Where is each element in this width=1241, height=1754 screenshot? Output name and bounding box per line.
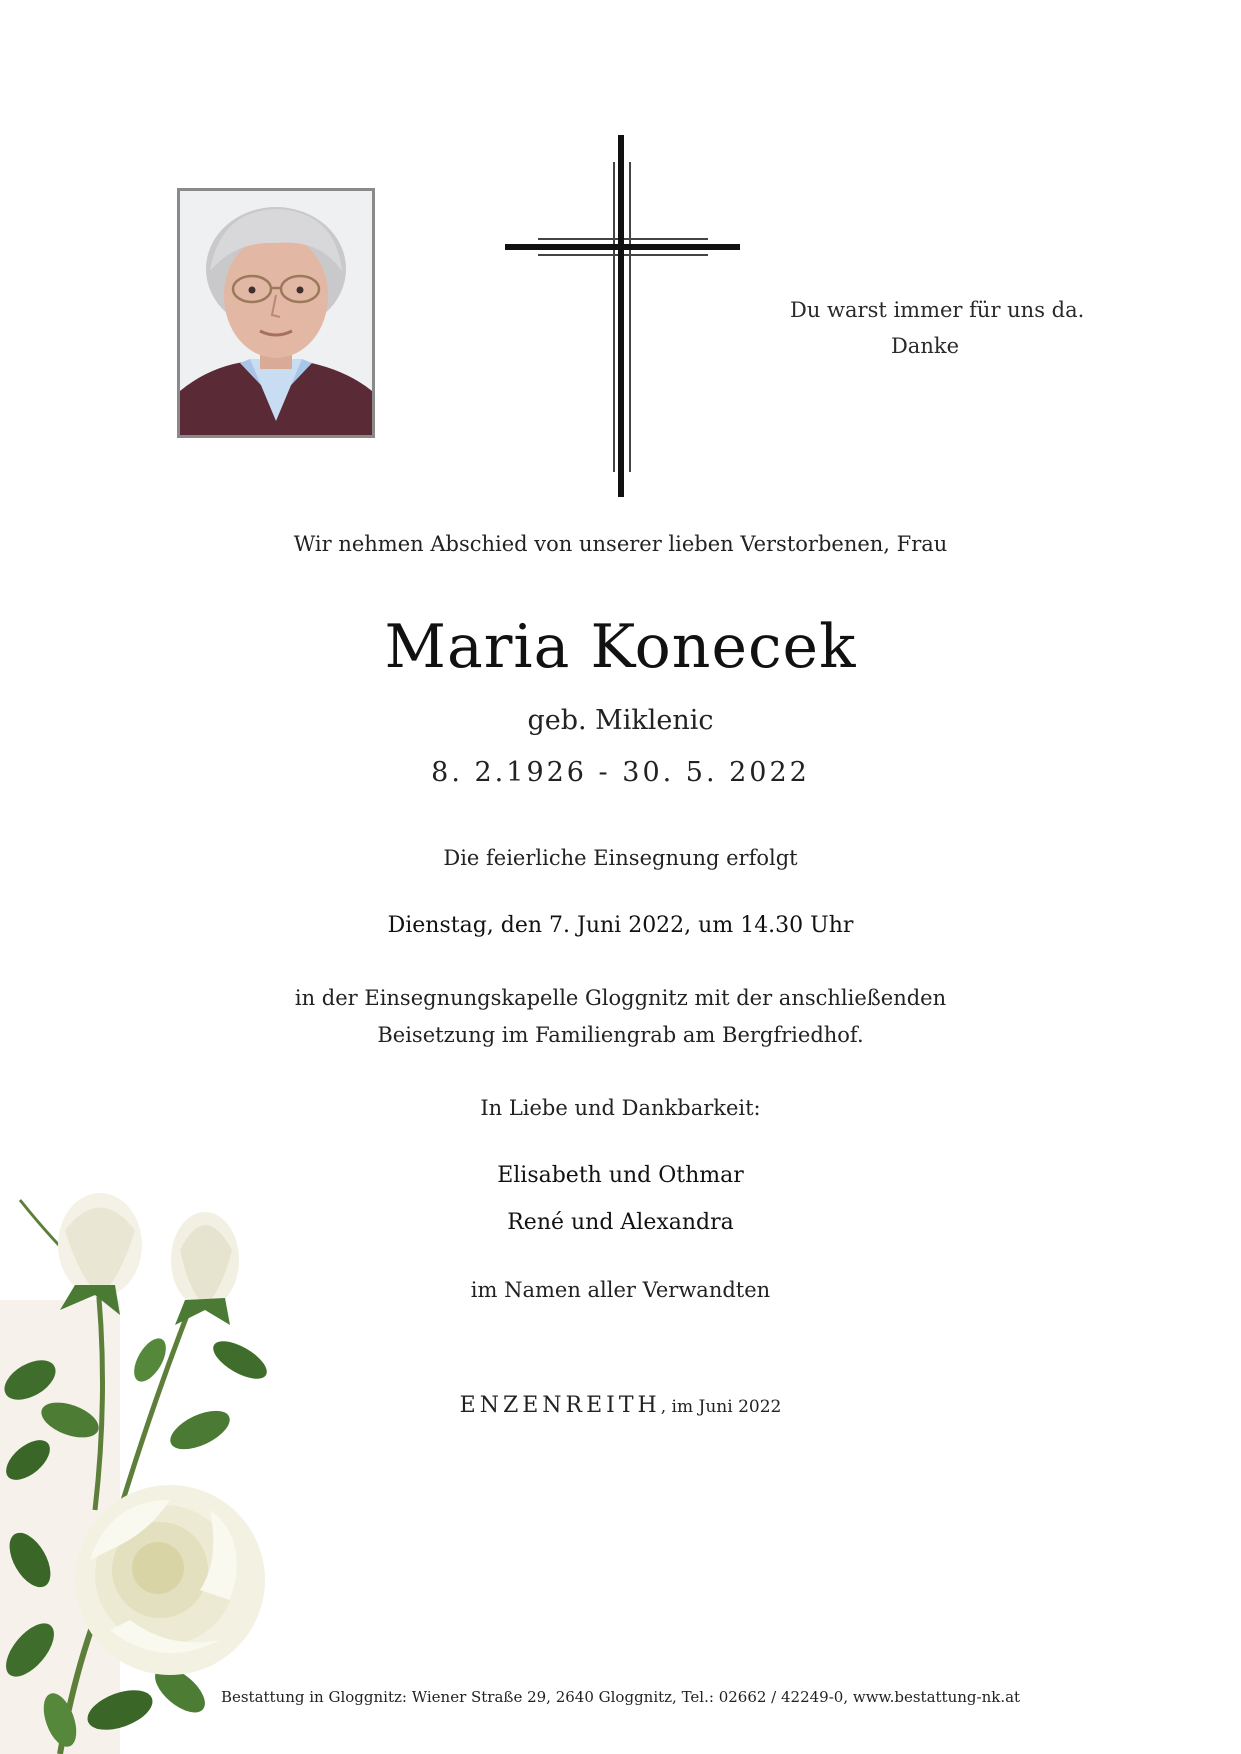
quote-line-1: Du warst immer für uns da. — [790, 298, 1085, 322]
place-name: ENZENREITH — [459, 1393, 661, 1418]
maiden-name: geb. Miklenic — [527, 705, 714, 736]
portrait-illustration — [180, 191, 372, 435]
mourners-intro: In Liebe und Dankbarkeit: — [480, 1096, 761, 1120]
ceremony-location — [0, 980, 1241, 1054]
life-dates: 8. 2.1926 - 30. 5. 2022 — [431, 757, 810, 788]
portrait-photo — [177, 188, 375, 438]
funeral-home-footer: Bestattung in Gloggnitz: Wiener Straße 29, 2640 Gloggnitz, Tel.: 02662 / 42249-0, www.bestattung-nk.at — [220, 1688, 1021, 1706]
place-date: , im Juni 2022 — [660, 1397, 782, 1417]
farewell-intro: Wir nehmen Abschied von unserer lieben Verstorbenen, Frau — [293, 532, 948, 556]
deceased-name: Maria Konecek — [384, 612, 857, 682]
quote-line-2: Danke — [890, 334, 960, 358]
mourner-family-2: René und Alexandra — [507, 1210, 734, 1235]
location-line-1: in der Einsegnungskapelle Gloggnitz mit der anschließenden — [294, 986, 947, 1010]
relatives-note: im Namen aller Verwandten — [470, 1278, 771, 1302]
white-roses-decoration — [0, 1180, 320, 1754]
ceremony-intro: Die feierliche Einsegnung erfolgt — [443, 846, 798, 870]
mourner-family-1: Elisabeth und Othmar — [497, 1163, 744, 1188]
ceremony-datetime: Dienstag, den 7. Juni 2022, um 14.30 Uhr — [387, 913, 854, 938]
memorial-quote — [790, 292, 1085, 364]
location-line-2: Beisetzung im Familiengrab am Bergfriedhof. — [377, 1023, 864, 1047]
cross-icon — [500, 130, 740, 500]
